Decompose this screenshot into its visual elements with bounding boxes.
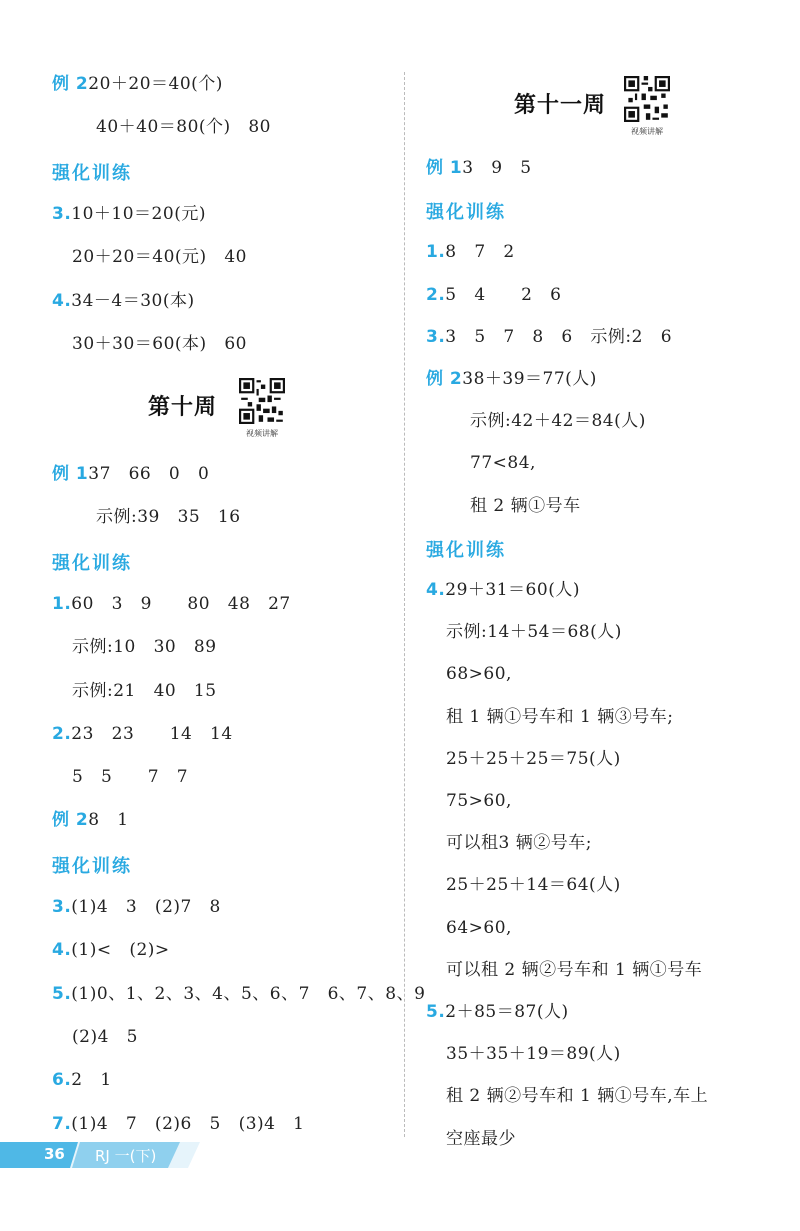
answer-text: 23 23 14 14	[71, 723, 233, 744]
answer-text: 示例:39 35 16	[96, 507, 241, 528]
section-heading: 强化训练	[426, 539, 506, 561]
answer-text: 2 1	[71, 1070, 112, 1091]
answer-line	[52, 462, 209, 486]
answer-text: 25＋25＋14＝64(人)	[446, 875, 621, 896]
answer-line	[96, 115, 271, 139]
question-label: 6.	[52, 1070, 72, 1091]
answer-line	[446, 789, 512, 813]
answer-line	[52, 1068, 112, 1092]
answer-text: 60 3 9 80 48 27	[71, 593, 291, 614]
answer-line	[446, 1042, 621, 1066]
answer-line	[470, 409, 646, 433]
answer-line	[52, 592, 291, 616]
edition-label: RJ 一(下)	[95, 1147, 157, 1165]
qr-code-icon[interactable]	[239, 378, 285, 424]
section-heading: 强化训练	[52, 552, 132, 574]
answer-text: 3 9 5	[462, 158, 532, 178]
question-label: 4.	[52, 290, 72, 311]
answer-text: (2)4 5	[72, 1026, 138, 1047]
answer-text: 2＋85＝87(人)	[445, 1002, 569, 1022]
answer-text: 29＋31＝60(人)	[445, 580, 580, 600]
question-label: 5.	[426, 1002, 446, 1022]
answer-line	[52, 202, 206, 226]
answer-line	[470, 451, 536, 475]
answer-text: 5 5 7 7	[72, 767, 189, 788]
question-label: 7.	[52, 1113, 72, 1134]
question-label: 2.	[426, 284, 446, 305]
qr-caption: 视频讲解	[246, 429, 278, 438]
answer-text: 40＋40＝80(个) 80	[96, 117, 272, 138]
question-label: 例 1	[52, 464, 89, 484]
answer-text: 空座最少	[446, 1128, 516, 1149]
question-label: 4.	[426, 580, 446, 600]
answer-line	[446, 620, 622, 644]
answer-line	[426, 578, 580, 602]
answer-line	[446, 916, 512, 940]
answer-line	[426, 367, 597, 391]
answer-text: 8 7 2	[445, 242, 515, 263]
answer-text: 租 1 辆①号车和 1 辆③号车;	[446, 706, 674, 727]
answer-text: 租 2 辆②号车和 1 辆①号车,车上	[446, 1086, 709, 1107]
answer-text: 3 5 7 8 6 示例:2 6	[445, 326, 673, 347]
question-label: 3.	[426, 326, 446, 347]
question-label: 1.	[52, 593, 72, 614]
answer-line	[52, 722, 233, 746]
answer-line	[72, 332, 247, 356]
answer-text: 租 2 辆①号车	[470, 495, 581, 516]
answer-text: (1)0、1、2、3、4、5、6、7 6、7、8、9	[71, 983, 426, 1004]
qr-caption: 视频讲解	[631, 127, 663, 136]
answer-text: 35＋35＋19＝89(人)	[446, 1044, 621, 1065]
answer-line	[426, 1000, 569, 1024]
qr-code-icon[interactable]	[624, 76, 670, 122]
answer-line	[446, 1084, 708, 1108]
answer-text: 示例:10 30 89	[72, 637, 217, 658]
answer-text: 可以租3 辆②号车;	[446, 833, 592, 854]
answer-line	[446, 1127, 516, 1151]
answer-line	[72, 635, 217, 659]
section-heading: 强化训练	[52, 162, 132, 184]
answer-line	[72, 1025, 138, 1049]
answer-text: 10＋10＝20(元)	[71, 203, 206, 224]
week-ten-title: 第十周	[148, 395, 218, 420]
answer-line	[72, 679, 217, 703]
answer-line	[426, 240, 515, 264]
answer-text: 示例:21 40 15	[72, 680, 217, 701]
page-number: 36	[44, 1145, 65, 1163]
answer-line	[446, 662, 512, 686]
answer-text: 示例:42＋42＝84(人)	[470, 411, 646, 432]
answer-line	[72, 765, 188, 789]
section-heading: 强化训练	[426, 202, 506, 224]
answer-text: 8 1	[88, 810, 129, 831]
question-label: 例 2	[52, 810, 89, 831]
answer-line	[96, 505, 241, 529]
answer-line	[52, 1112, 305, 1136]
answer-line	[446, 958, 702, 982]
question-label: 3.	[52, 203, 72, 224]
question-label: 4.	[52, 940, 72, 961]
answer-text: 34－4＝30(本)	[71, 290, 195, 311]
answer-line	[446, 831, 592, 855]
answer-text: 20＋20＝40(元) 40	[72, 247, 248, 268]
answer-text: (1)< (2)>	[71, 940, 170, 961]
answer-line	[52, 289, 195, 313]
answer-text: 20＋20＝40(个)	[88, 74, 223, 94]
answer-line	[52, 938, 170, 962]
answer-line	[52, 982, 425, 1006]
answer-line	[52, 72, 223, 96]
question-label: 3.	[52, 897, 72, 917]
answer-line	[446, 873, 621, 897]
answer-text: 68>60,	[446, 664, 512, 685]
question-label: 例 2	[52, 74, 89, 94]
answer-line	[446, 747, 621, 771]
question-label: 1.	[426, 242, 446, 263]
question-label: 例 1	[426, 158, 463, 178]
section-heading: 强化训练	[52, 855, 132, 877]
answer-text: 77<84,	[470, 453, 536, 474]
answer-line	[52, 808, 129, 832]
question-label: 例 2	[426, 369, 463, 389]
answer-line	[446, 705, 673, 729]
answer-text: 30＋30＝60(本) 60	[72, 333, 248, 354]
answer-text: 5 4 2 6	[445, 284, 562, 305]
answer-text: 38＋39＝77(人)	[462, 369, 597, 389]
answer-text: 25＋25＋25＝75(人)	[446, 748, 621, 769]
answer-line	[470, 494, 581, 518]
question-label: 2.	[52, 723, 72, 744]
answer-text: (1)4 3 (2)7 8	[71, 897, 221, 917]
answer-line	[72, 245, 247, 269]
answer-text: 75>60,	[446, 791, 512, 811]
answer-line	[52, 895, 221, 919]
week-eleven-title: 第十一周	[514, 93, 607, 118]
question-label: 5.	[52, 983, 72, 1004]
answer-text: (1)4 7 (2)6 5 (3)4 1	[71, 1113, 305, 1134]
column-divider	[404, 72, 405, 1137]
answer-text: 64>60,	[446, 917, 512, 938]
answer-text: 可以租 2 辆②号车和 1 辆①号车	[446, 959, 703, 980]
answer-text: 示例:14＋54＝68(人)	[446, 622, 622, 643]
answer-text: 37 66 0 0	[88, 464, 210, 484]
answer-line	[426, 325, 672, 349]
answer-line	[426, 156, 532, 180]
answer-line	[426, 283, 561, 307]
